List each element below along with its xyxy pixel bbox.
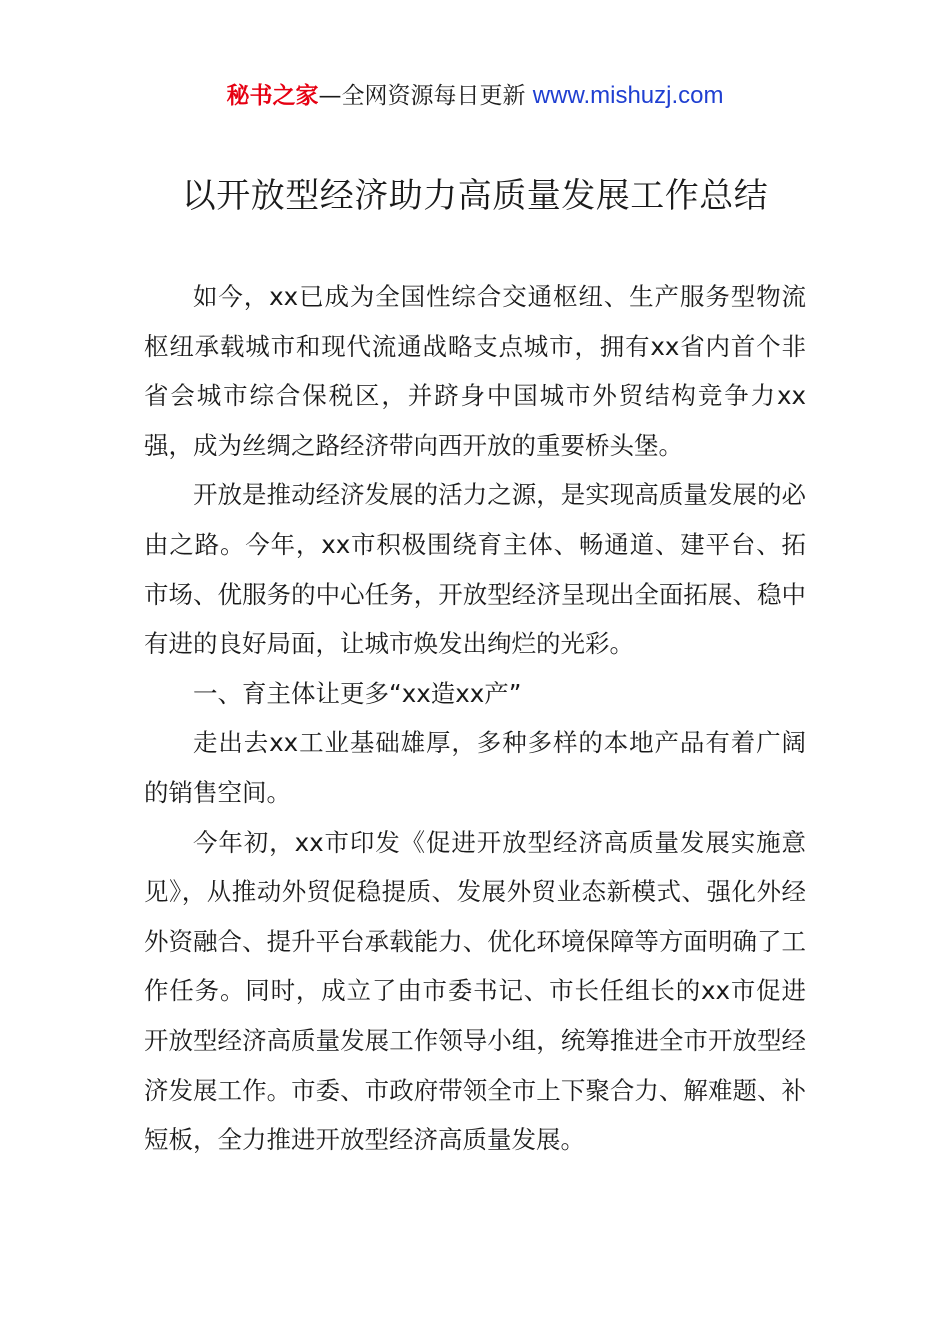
paragraph-3: 走出去xx工业基础雄厚，多种多样的本地产品有着广阔的销售空间。	[144, 728, 806, 807]
site-brand: 秘书之家	[226, 83, 319, 109]
paragraph-4: 今年初，xx市印发《促进开放型经济高质量发展实施意见》，从推动外贸促稳提质、发展外贸业态新模式、强化外经外资融合、提升平台承载能力、优化环境保障等方面明确了工作任务。同时，成立了由市委书记、市长任组长的xx市促进开放型经济高质量发展工作领导小组，统筹推进全市开放型经济发展工作。市委、市政府带领全市上下聚合力、解难题、补短板，全力推进开放型经济高质量发展。	[144, 827, 806, 1155]
document-title: 以开放型经济助力高质量发展工作总结	[181, 176, 769, 216]
paragraph-2: 开放是推动经济发展的活力之源，是实现高质量发展的必由之路。今年，xx市积极围绕育主体、畅通道、建平台、拓市场、优服务的中心任务，开放型经济呈现出全面拓展、稳中有进的良好局面，让城市焕发出绚烂的光彩。	[144, 480, 806, 659]
paragraph-1: 如今，xx已成为全国性综合交通枢纽、生产服务型物流枢纽承载城市和现代流通战略支点城市，拥有xx省内首个非省会城市综合保税区，并跻身中国城市外贸结构竞争力xx强，成为丝绸之路经济带向西开放的重要桥头堡。	[144, 282, 806, 460]
section-heading-1: 一、育主体让更多“xx造xx产”	[193, 678, 522, 708]
site-url-link[interactable]: www.mishuzj.com	[532, 82, 724, 109]
site-tagline: —全网资源每日更新	[318, 83, 533, 109]
site-header	[0, 80, 950, 112]
document-body	[144, 272, 806, 1165]
